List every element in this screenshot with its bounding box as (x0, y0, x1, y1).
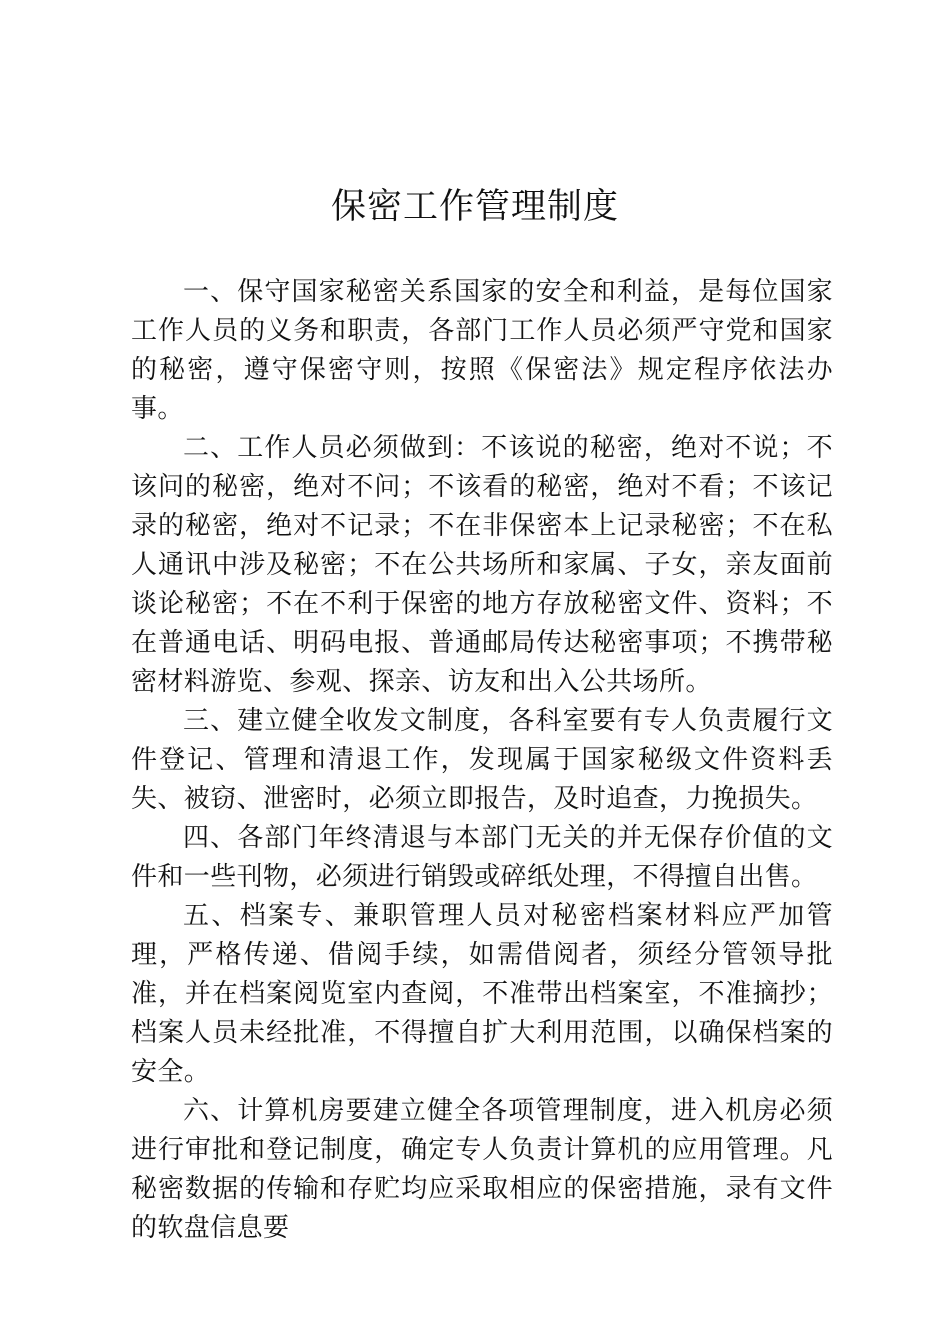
paragraph-5: 五、档案专、兼职管理人员对秘密档案材料应严加管理，严格传递、借阅手续，如需借阅者，须经分管领导批准，并在档案阅览室内查阅，不准带出档案室，不准摘抄；档案人员未经批准，不得擅自扩大利用范围，以确保档案的安全。 (131, 901, 833, 1087)
document-title: 保密工作管理制度 (330, 187, 619, 227)
document-body (131, 273, 833, 1248)
paragraph-6: 六、计算机房要建立健全各项管理制度，进入机房必须进行审批和登记制度，确定专人负责计算机的应用管理。凡秘密数据的传输和存贮均应采取相应的保密措施，录有文件的软盘信息要 (131, 1096, 833, 1243)
paragraph-2: 二、工作人员必须做到：不该说的秘密，绝对不说；不该问的秘密，绝对不问；不该看的秘密，绝对不看；不该记录的秘密，绝对不记录；不在非保密本上记录秘密；不在私人通讯中涉及秘密；不在公共场所和家属、子女，亲友面前谈论秘密；不在不利于保密的地方存放秘密文件、资料；不在普通电话、明码电报、普通邮局传达秘密事项；不携带秘密材料游览、参观、探亲、访友和出入公共场所。 (131, 433, 833, 697)
paragraph-1: 一、保守国家秘密关系国家的安全和利益，是每位国家工作人员的义务和职责，各部门工作人员必须严守党和国家的秘密，遵守保密守则，按照《保密法》规定程序依法办事。 (131, 277, 833, 424)
paragraph-4: 四、各部门年终清退与本部门无关的并无保存价值的文件和一些刊物，必须进行销毁或碎纸处理，不得擅自出售。 (131, 823, 833, 892)
paragraph-3: 三、建立健全收发文制度，各科室要有专人负责履行文件登记、管理和清退工作，发现属于国家秘级文件资料丢失、被窃、泄密时，必须立即报告，及时追查，力挽损失。 (131, 706, 833, 814)
